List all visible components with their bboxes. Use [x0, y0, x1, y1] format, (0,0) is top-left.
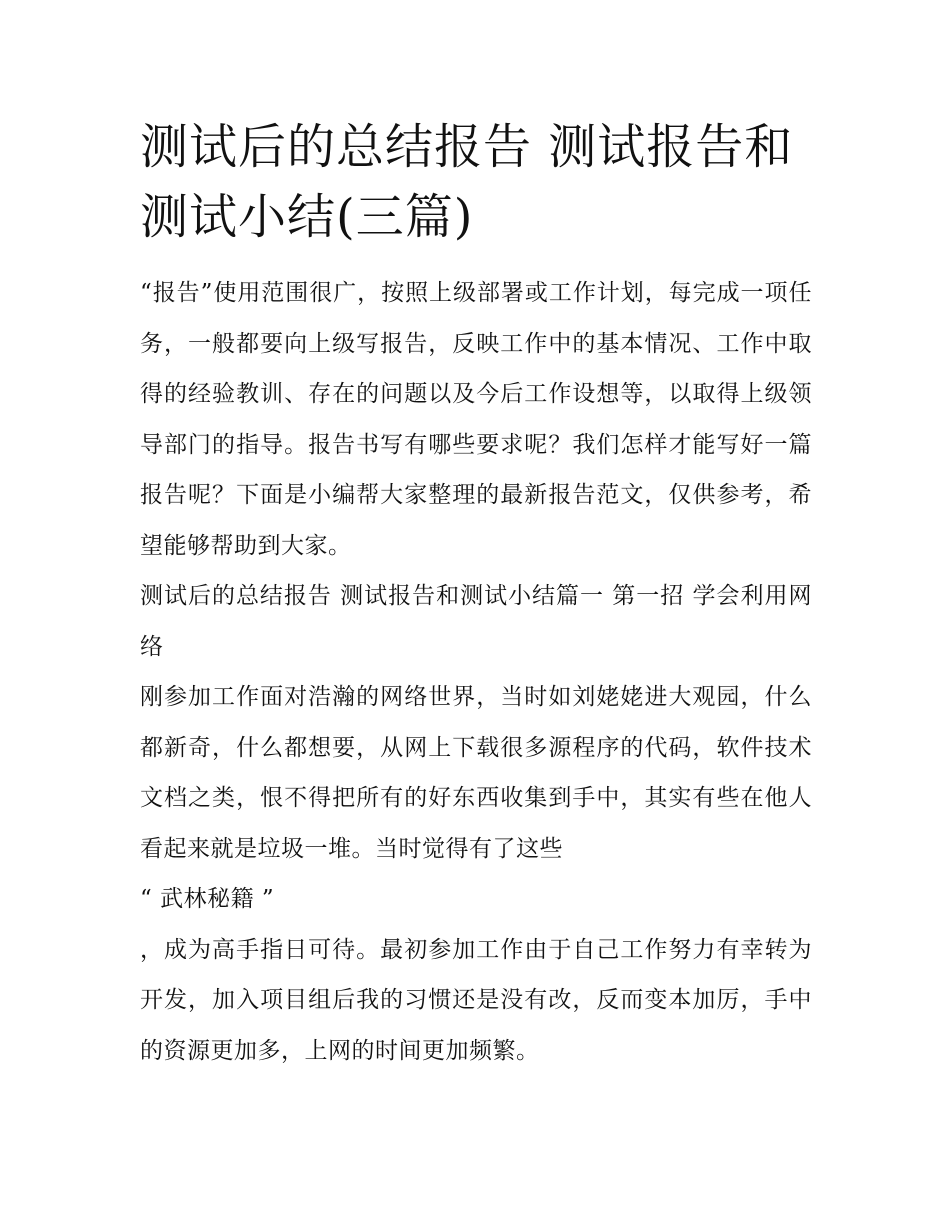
body-paragraph: 刚参加工作面对浩瀚的网络世界，当时如刘姥姥进大观园，什么都新奇，什么都想要，从网上下载很多源程序的代码，软件技术文档之类，恨不得把所有的好东西收集到手中，其实有些在他人看起来就是垃圾一堆。当时觉得有了这些: [140, 684, 812, 862]
intro-paragraph: “报告”使用范围很广，按照上级部署或工作计划，每完成一项任务，一般都要向上级写报告，反映工作中的基本情况、工作中取得的经验教训、存在的问题以及今后工作设想等，以取得上级领导部门的指导。报告书写有哪些要求呢？我们怎样才能写好一篇报告呢？下面是小编帮大家整理的最新报告范文，仅供参考，希望能够帮助到大家。: [140, 280, 812, 559]
document-page: [140, 112, 812, 1076]
body-paragraph-continued: ，成为高手指日可待。最初参加工作由于自己工作努力有幸转为开发，加入项目组后我的习惯还是没有改，反而变本加厉，手中的资源更加多，上网的时间更加频繁。: [140, 936, 812, 1064]
section-heading: 测试后的总结报告 测试报告和测试小结篇一 第一招 学会利用网络: [140, 583, 812, 660]
quoted-phrase: “ 武林秘籍 ”: [140, 886, 275, 912]
document-title: 测试后的总结报告 测试报告和测试小结(三篇): [140, 119, 794, 245]
